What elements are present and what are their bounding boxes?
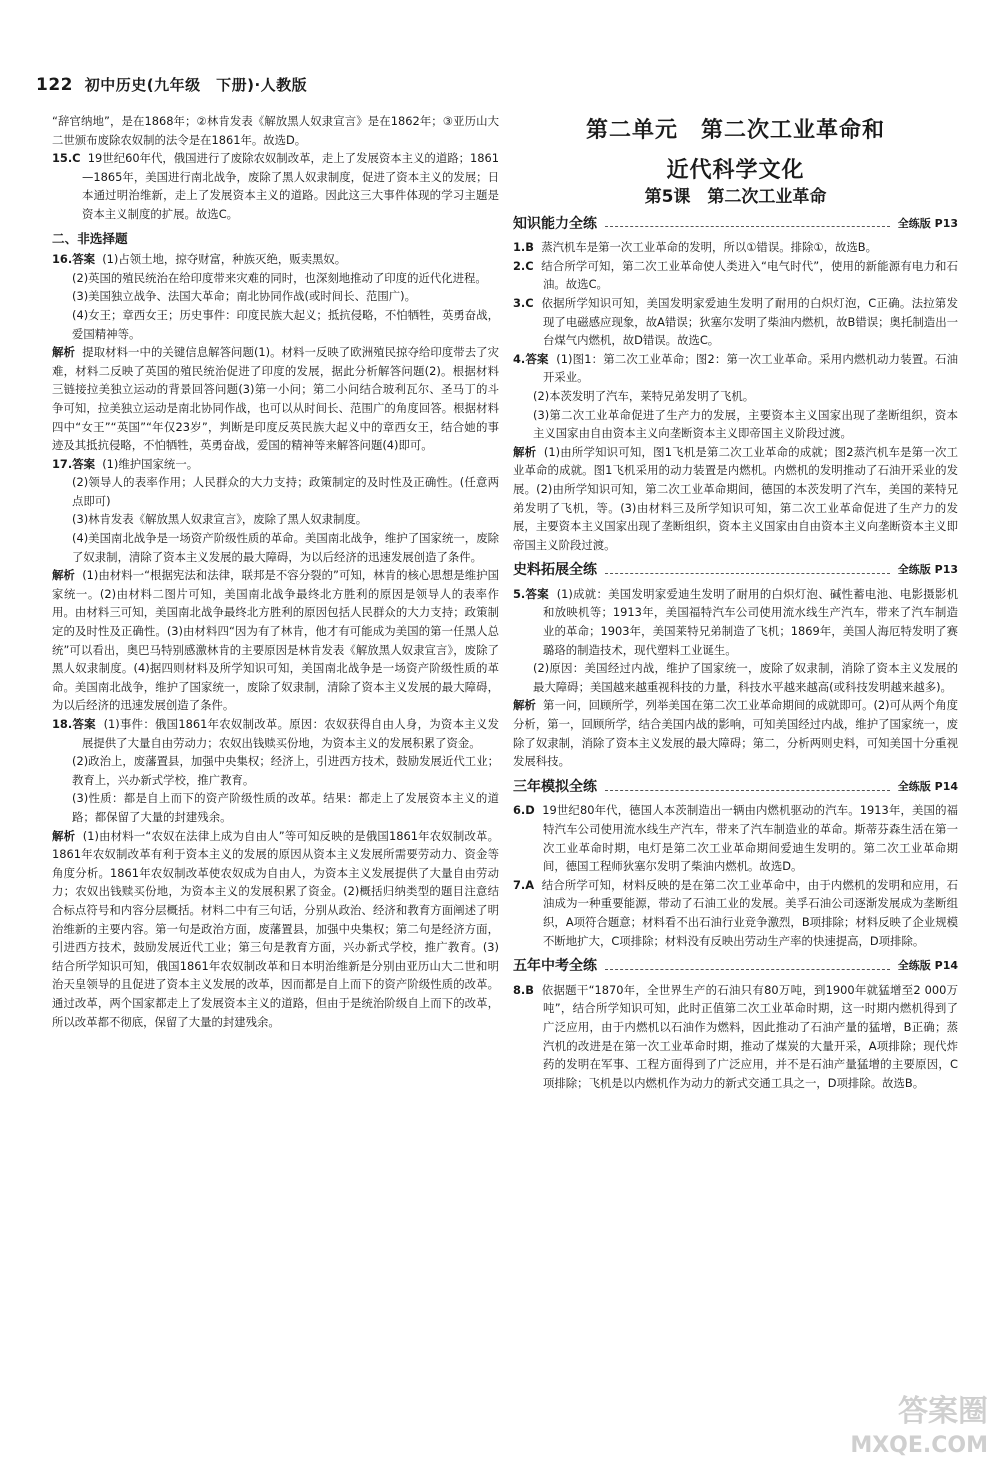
q2 [513,257,958,294]
band-five-year-ref: 全练版 P14 [897,959,958,973]
q17-a3: (3)林肯发表《解放黑人奴隶宣言》，废除了黑人奴隶制度。 [72,512,368,527]
q18-answer-label: 答案 [72,717,96,731]
q16-a4: (4)女王；章西女王；历史事件：印度民族大起义；抵抗侵略，不怕牺牲，英勇奋战，爱国精神等。 [72,307,499,341]
q5-analysis-label: 解析 [513,698,536,713]
q2-number: 2.C [513,258,534,273]
q16-answer-1 [52,250,499,269]
q6-number: 6.D [513,803,535,818]
q14-continuation: “辞官纳地”，是在1868年；②林肯发表《解放黑人奴隶宣言》是在1862年；③亚历山大二世颁布废除农奴制的法令是在1861年。故选D。 [52,114,499,147]
q1-text: 蒸汽机车是第一次工业革命的发明，所以①错误。排除①，故选B。 [541,240,877,255]
q1-number: 1.B [513,240,534,255]
q17-number: 17. [52,456,73,471]
q16-a3: (3)美国独立战争、法国大革命；南北协同作战(或时间长、范围广)。 [72,289,416,304]
unit-title-line2: 近代科学文化 [666,158,805,183]
q16-analysis-label: 解析 [52,345,75,360]
q5-a2: (2)原因：美国经过内战，维护了国家统一，废除了奴隶制，消除了资本主义发展的最大障碍；美国越来越重视科技的力量，科技水平越来越高(或科技发明越来越多)。 [533,661,958,694]
q3 [513,294,958,350]
unit-title-line1: 第二单元 第二次工业革命和 [585,118,885,143]
q8-number: 8.B [513,982,534,997]
q18-analysis-text: (1)由材料一“农奴在法律上成为自由人”等可知反映的是俄国1861年农奴制改革。1861年农奴制改革有利于资本主义的发展的原因从资本主义发展所需要劳动力、资金等角度分析。1861年农奴制改革使农奴成为自由人，为资本主义发展提供了大量自由劳动力；农奴出钱赎买份地，为资本主义的发展积累了资金。(2)概括归纳类型的题目注意结合标点符号和内容分层概括。材料二中有三句话，分别从政治、经济和教育方面阐述了明治维新的主要内容。第一句是政治方面，废藩置县，加强中央集权；第二句是经济方面，引进西方技术，鼓励发展近代工业；第三句是教育方面，兴办新式学校，推广教育。(3)结合所学知识可知，俄国1861年农奴制改革和日本明治维新是分别由亚历山大二世和明治天皇领导的且促进了资本主义发展的改革，因而都是自上而下的资产阶级性质的改革。通过改革，两个国家都走上了发展资本主义的道路，但由于是统治阶级自上而下的改革，所以改革都不彻底，保留了大量的封建残余。 [52,828,499,1029]
q4-answer-label: 答案 [525,351,549,366]
q18-analysis-label: 解析 [52,828,76,843]
band-divider [605,573,890,574]
band-knowledge-ref: 全练版 P13 [897,216,958,230]
q5-answer-label: 答案 [525,586,549,601]
q18-a2: (2)政治上，废藩置县，加强中央集权；经济上，引进西方技术，鼓励发展近代工业；教育上，兴办新式学校，推广教育。 [72,754,499,787]
q17-a2: (2)领导人的表率作用；人民群众的大力支持；政策制定的及时性及正确性。(任意两点即可) [72,475,499,508]
q17-analysis [52,566,499,715]
band-knowledge-title: 知识能力全练 [513,215,597,232]
q18-a3: (3)性质：都是自上而下的资产阶级性质的改革。结果：都走上了发展资本主义的道路；都保留了大量的封建残余。 [72,791,499,824]
q15-text: 19世纪60年代，俄国进行了废除农奴制改革，走上了发展资本主义的道路；1861—1865年，美国进行南北战争，废除了黑人奴隶制度，促进了资本主义的发展；日本通过明治维新，走上了发展资本主义的道路。因此这三大事件体现的学习主题是资本主义制度的扩展。故选C。 [82,151,499,221]
q6 [513,801,958,875]
q8-text: 依据题干“1870年，全世界生产的石油只有80万吨，到1900年就猛增至2 000万吨”，结合所学知识可知，此时正值第二次工业革命时期，这一时期内燃机得到了广泛应用，由于内燃机以石油作为燃料，因此推动了石油产量的猛增，B正确；蒸汽机的改进是在第一次工业革命时期，推动了煤炭的大量开采，A项排除；现代炸药的发明在军事、工程方面得到了广泛应用，并不是石油产量猛增的主要原因，C项排除；飞机是以内燃机作为动力的新式交通工具之一，D项排除。故选B。 [541,982,959,1090]
q17-answer-label: 答案 [72,456,95,471]
q16-analysis-text: 提取材料一中的关键信息解答问题(1)。材料一反映了欧洲殖民掠夺给印度带去了灾难，材料二反映了英国的殖民统治促进了印度的发展，据此分析解答问题(2)。根据材料三链接拉美独立运动的背景回答问题(3)第一小问；第二小问结合玻利瓦尔、圣马丁的斗争可知，拉美独立运动是南北协同作战，也可以从时间长、范围广的角度回答。根据材料四中“女王”“英国”“年仅23岁”，判断是印度反英民族大起义中的章西女王，结合她的事迹及其抵抗侵略，不怕牺牲，英勇奋战，爱国的精神等来解答问题(4)即可。 [52,345,499,453]
band-source-title: 史料拓展全练 [513,562,597,579]
right-column [513,112,958,1092]
q4-a2: (2)本茨发明了汽车，莱特兄弟发明了飞机。 [533,388,755,403]
page-number: 122 [36,75,73,95]
band-divider [605,790,890,791]
q8 [513,981,958,1093]
band-divider [605,969,890,970]
q17-a4: (4)美国南北战争是一场资产阶级性质的革命。美国南北战争，维护了国家统一，废除了奴隶制，清除了资本主义发展的最大障碍，为以后经济的迅速发展创造了条件。 [72,531,499,564]
watermark-text: 答案圈 [898,1394,988,1429]
band-five-year [513,957,958,976]
q4-analysis-label: 解析 [513,444,537,459]
q17-analysis-text: (1)由材料一“根据宪法和法律，联邦是不容分裂的”可知，林肯的核心思想是维护国家统一。(2)由材料二图片可知，美国南北战争最终北方胜利的原因是领导人的表率作用。由材料三可知，美国南北战争最终北方胜利的原因包括人民群众的大力支持；政策制定的及时性及正确性。(3)由材料四“因为有了林肯，他才有可能成为美国的第一任黑人总统”可以看出，奥巴马特别感激林肯的主要原因是林肯发表《解放黑人奴隶宣言》，废除了黑人奴隶制度。(4)据四则材料及所学知识可知，美国南北战争是一场资产阶级性质的革命。美国南北战争，维护了国家统一，废除了奴隶制，清除了资本主义发展的最大障碍，为以后经济的迅速发展创造了条件。 [52,568,499,713]
left-column [52,112,499,1031]
q16-analysis [52,343,499,455]
q1 [513,238,958,257]
q18-number: 18. [52,717,73,731]
q6-text: 19世纪80年代，德国人本茨制造出一辆由内燃机驱动的汽车。1913年，美国的福特汽车公司使用流水线生产汽车，带来了汽车制造业的革命。斯蒂芬森生活在第一次工业革命时期，电灯是第二次工业革命期间爱迪生发明的。第二次工业革命期间，德国工程师狄塞尔发明了柴油内燃机。故选D。 [542,803,958,874]
watermark-logo [850,1395,988,1463]
q16-answer-label: 答案 [72,252,95,267]
q4-a3: (3)第二次工业革命促进了生产力的发展，主要资本主义国家出现了垄断组织，资本主义国家由自由资本主义向垄断资本主义即帝国主义阶段过渡。 [533,407,958,441]
q18-answer-1 [52,715,499,752]
q3-number: 3.C [513,295,534,310]
band-divider [605,226,890,227]
q18-a1: (1)事件：俄国1861年农奴制改革。原因：农奴获得自由人身，为资本主义发展提供了大量自由劳动力；农奴出钱赎买份地，为资本主义的发展积累了资金。 [82,717,499,750]
q5-number: 5. [513,586,526,601]
band-three-year-ref: 全练版 P14 [897,779,958,793]
q17-a1: (1)维护国家统一。 [102,456,199,471]
q3-text: 依据所学知识可知，美国发明家爱迪生发明了耐用的白炽灯泡，C正确。法拉第发现了电磁感应现象，故A错误；狄塞尔发明了柴油内燃机，故B错误；奥托制造出一台煤气内燃机，故D错误。故选C。 [541,295,958,348]
q18-analysis [52,827,499,1032]
band-source [513,561,958,580]
band-knowledge [513,215,958,234]
running-header [36,74,307,95]
q5-answer-1 [513,585,958,659]
lesson-title: 第5课 第二次工业革命 [644,187,827,207]
q17-analysis-label: 解析 [52,568,75,583]
q16-number: 16. [52,252,73,267]
q4-a1: (1)图1：第二次工业革命；图2：第一次工业革命。采用内燃机动力装置。石油开采业。 [543,351,958,385]
book-title: 初中历史(九年级 下册)·人教版 [84,76,308,94]
q16-a2: (2)英国的殖民统治在给印度带来灾难的同时，也深刻地推动了印度的近代化进程。 [72,270,487,285]
q4-analysis [513,443,958,555]
q15 [52,149,499,223]
q4-analysis-text: (1)由所学知识可知，图1飞机是第二次工业革命的成就；图2蒸汽机车是第一次工业革命的成就。图1飞机采用的动力装置是内燃机。内燃机的发明推动了石油开采业的发展。(2)由所学知识可知，第二次工业革命期间，德国的本茨发明了汽车，美国的莱特兄弟发明了飞机，等。(3)由材料三及所学知识可知，第二次工业革命促进了生产力的发展，主要资本主义国家出现了垄断组织，资本主义国家由自由资本主义向垄断资本主义即帝国主义阶段过渡。 [513,444,958,552]
band-three-year-title: 三年模拟全练 [513,778,597,795]
q4-answer-1 [513,350,958,387]
watermark-url: MXQE.COM [850,1433,988,1458]
q5-analysis [513,696,958,770]
q17-answer-1 [52,455,499,474]
q5-a1: (1)成就：美国发明家爱迪生发明了耐用的白炽灯泡、碱性蓄电池、电影摄影机和放映机等；1913年，美国福特汽车公司使用流水线生产汽车，带来了汽车制造业的革命；1903年，美国莱特兄弟制造了飞机；1869年，美国人海厄特发明了赛璐珞的制造技术，现代塑料工业诞生。 [543,586,958,657]
q7-text: 结合所学可知，材料反映的是在第二次工业革命中，由于内燃机的发明和应用，石油成为一种重要能源，带动了石油工业的发展。美孚石油公司逐渐发展成为垄断组织，A项符合题意；材料看不出石油行业竞争激烈，B项排除；材料反映了企业规模不断地扩大，C项排除；材料没有反映出劳动生产率的快速提高，D项排除。 [541,877,958,948]
q7-number: 7.A [513,877,535,892]
band-five-year-title: 五年中考全练 [513,958,597,975]
q7 [513,876,958,950]
q2-text: 结合所学可知，第二次工业革命使人类进入“电气时代”，使用的新能源有电力和石油。故选C。 [541,258,958,292]
q5-analysis-text: 第一问，回顾所学，列举美国在第二次工业革命期间的成就即可。(2)可从两个角度分析，第一，回顾所学，结合美国内战的影响，可知美国经过内战，维护了国家统一，废除了奴隶制，消除了资本主义发展的最大障碍；第二，分析两则史料，可知美国十分重视发展科技。 [513,698,958,769]
q15-number: 15.C [52,151,81,166]
band-three-year [513,778,958,797]
q16-a1: (1)占领土地，掠夺财富，种族灭绝，贩卖黑奴。 [102,252,347,267]
section-non-choice: 二、非选择题 [52,230,128,246]
band-source-ref: 全练版 P13 [897,563,958,577]
q4-number: 4. [513,351,526,366]
